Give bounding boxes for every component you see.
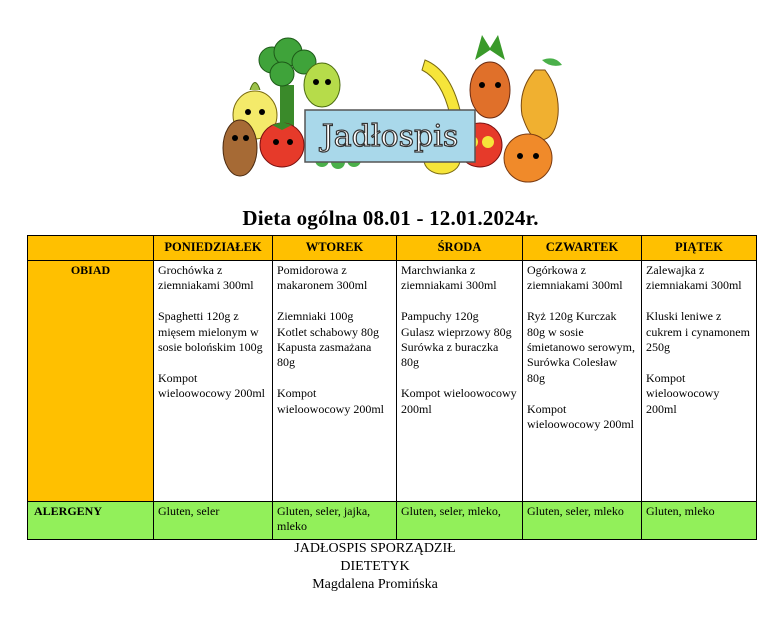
- allergens-thursday: Gluten, seler, mleko: [523, 502, 642, 540]
- pineapple-icon: [470, 35, 510, 118]
- day-thursday: CZWARTEK: [523, 236, 642, 261]
- jadlospis-banner-illustration: [210, 30, 570, 200]
- day-wednesday: ŚRODA: [397, 236, 523, 261]
- lunch-monday: Grochówka z ziemniakami 300ml Spaghetti 120g z mięsem mielonym w sosie bolońskim 100g Kompot wieloowocowy 200ml: [154, 261, 273, 502]
- menu-footer: [230, 540, 520, 594]
- lunch-label: OBIAD: [28, 261, 154, 502]
- allergens-wednesday: Gluten, seler, mleko,: [397, 502, 523, 540]
- allergens-row: [28, 502, 757, 540]
- allergens-monday: Gluten, seler: [154, 502, 273, 540]
- day-tuesday: WTOREK: [273, 236, 397, 261]
- footer-prepared-by: JADŁOSPIS SPORZĄDZIŁ: [294, 541, 456, 556]
- allergens-label: ALERGENY: [28, 502, 154, 540]
- weekly-menu-table: [27, 235, 757, 540]
- lunch-tuesday: Pomidorowa z makaronem 300ml Ziemniaki 100g Kotlet schabowy 80g Kapusta zasmażana 80g Kompot wieloowocowy 200ml: [273, 261, 397, 502]
- footer-role: DIETETYK: [340, 559, 410, 574]
- orange-icon: [504, 134, 552, 182]
- corner-cell: [28, 236, 154, 261]
- lunch-thursday: Ogórkowa z ziemniakami 300ml Ryż 120g Kurczak 80g w sosie śmietanowo serowym, Surówka Colesław 80g Kompot wieloowocowy 200ml: [523, 261, 642, 502]
- menu-heading: Dieta ogólna 08.01 - 12.01.2024r.: [242, 206, 539, 230]
- lunch-friday: Zalewajka z ziemniakami 300ml Kluski leniwe z cukrem i cynamonem 250g Kompot wieloowocowy 200ml: [642, 261, 757, 502]
- banana-icon: [422, 60, 460, 115]
- allergens-friday: Gluten, mleko: [642, 502, 757, 540]
- days-header-row: [28, 236, 757, 261]
- banner-title: Jadłospis: [321, 119, 459, 154]
- footer-author: Magdalena Promińska: [312, 577, 438, 592]
- allergens-tuesday: Gluten, seler, jajka, mleko: [273, 502, 397, 540]
- lunch-wednesday: Marchwianka z ziemniakami 300ml Pampuchy 120g Gulasz wieprzowy 80g Surówka z buraczka 80g Kompot wieloowocowy 200ml: [397, 261, 523, 502]
- lunch-row: [28, 261, 757, 502]
- day-monday: PONIEDZIAŁEK: [154, 236, 273, 261]
- tomato-icon: [260, 122, 304, 167]
- potato-icon: [223, 120, 257, 176]
- day-friday: PIĄTEK: [642, 236, 757, 261]
- pear-icon: [521, 58, 562, 140]
